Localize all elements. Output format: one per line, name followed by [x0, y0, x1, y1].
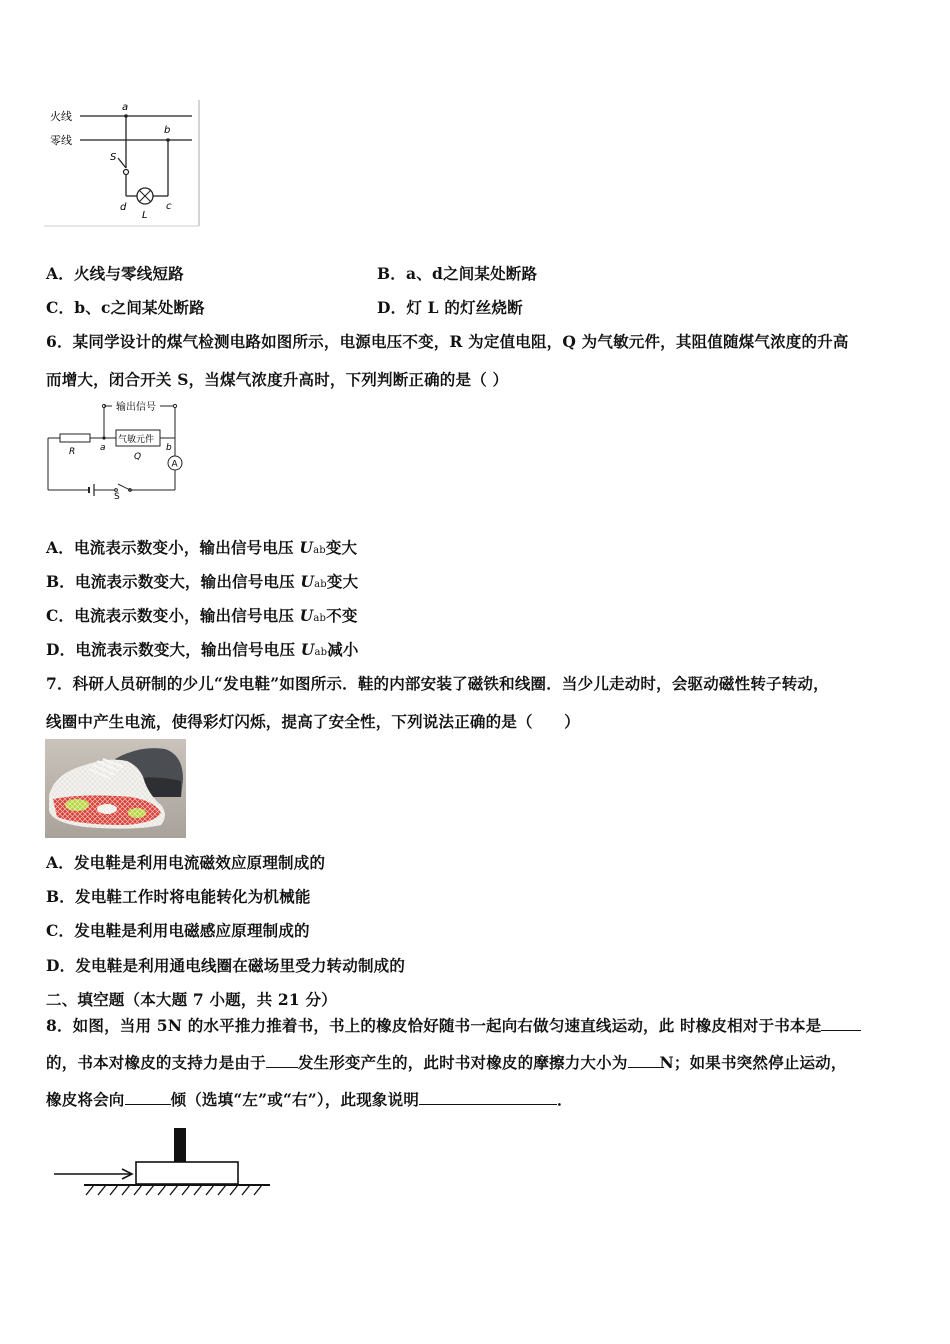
answer-blank-2[interactable] — [266, 1053, 298, 1068]
point-a-label: a — [100, 443, 106, 453]
point-b-label: b — [166, 443, 172, 453]
q7-option-a: A．发电鞋是利用电流磁效应原理制成的 — [46, 853, 326, 872]
q7-stem-line1: 7．科研人员研制的少儿“发电鞋”如图所示．鞋的内部安装了磁铁和线圈．当少儿走动时，会驱动磁性转子转动， — [46, 674, 829, 693]
q5-circuit-figure — [44, 98, 204, 230]
point-a-label: a — [122, 102, 129, 113]
book-block — [136, 1162, 238, 1184]
q8-stem-line1: 8．如图，当用 5N 的水平推力推着书，书上的橡皮恰好随书一起向右做匀速直线运动，此 时橡皮相对于书本是 — [46, 1014, 861, 1036]
q6-option-d: D．电流表示数变大，输出信号电压 Uab减小 — [46, 640, 359, 659]
resistor-r-label: R — [69, 447, 76, 457]
q5-option-a: A．火线与零线短路 — [46, 264, 184, 283]
ammeter-label: A — [171, 459, 178, 470]
resistor-r-icon — [60, 434, 90, 442]
answer-blank-3[interactable] — [628, 1053, 660, 1068]
switch-s-label: S — [114, 492, 120, 502]
q8-stem-line3: 橡皮将会向 倾（选填“左”或“右”），此现象说明 ． — [46, 1090, 573, 1109]
q6-option-b: B．电流表示数变大，输出信号电压 Uab变大 — [46, 572, 359, 591]
q7-option-b: B．发电鞋工作时将电能转化为机械能 — [46, 887, 311, 906]
q6-stem-line2: 而增大，闭合开关 S，当煤气浓度升高时，下列判断正确的是（ ） — [46, 370, 509, 389]
point-c-label: c — [166, 201, 172, 212]
gas-sensor-label: 气敏元件 — [118, 435, 155, 445]
eraser-block — [174, 1128, 186, 1162]
answer-blank-1[interactable] — [821, 1016, 861, 1031]
live-wire-label: 火线 — [50, 110, 72, 123]
switch-s-label: S — [110, 152, 117, 163]
q7-stem-line2: 线圈中产生电流，使得彩灯闪烁，提高了安全性，下列说法正确的是（ ） — [46, 712, 580, 731]
q7-option-d: D．发电鞋是利用通电线圈在磁场里受力转动制成的 — [46, 956, 406, 975]
power-shoe-photo — [45, 739, 186, 838]
output-signal-label: 输出信号 — [116, 402, 156, 413]
section-title-fill-in: 二、填空题（本大题 7 小题，共 21 分） — [46, 990, 337, 1009]
sensor-q-label: Q — [134, 452, 142, 462]
q6-option-c: C．电流表示数变小，输出信号电压 Uab不变 — [46, 606, 358, 625]
answer-blank-4[interactable] — [125, 1090, 171, 1105]
q6-gas-detector-circuit — [44, 398, 194, 502]
q5-option-b: B．a、d之间某处断路 — [377, 264, 538, 283]
q5-option-c: C．b、c之间某处断路 — [46, 298, 205, 317]
neutral-wire-label: 零线 — [50, 134, 72, 147]
q7-option-c: C．发电鞋是利用电磁感应原理制成的 — [46, 921, 310, 940]
q6-stem-line1: 6．某同学设计的煤气检测电路如图所示，电源电压不变，R 为定值电阻，Q 为气敏元件，其阻值随煤气浓度的升高 — [46, 332, 849, 351]
point-d-label: d — [120, 202, 127, 213]
q6-option-a: A．电流表示数变小，输出信号电压 Uab变大 — [46, 538, 358, 557]
q8-book-eraser-figure — [50, 1124, 276, 1204]
q5-option-d: D．灯 L 的灯丝烧断 — [377, 298, 523, 317]
lamp-l-label: L — [142, 210, 148, 221]
q8-stem-line2: 的，书本对橡皮的支持力是由于 发生形变产生的，此时书对橡皮的摩擦力大小为 N；如果书突然停止运动， — [46, 1053, 847, 1072]
point-b-label: b — [164, 125, 171, 136]
answer-blank-5[interactable] — [419, 1090, 557, 1105]
